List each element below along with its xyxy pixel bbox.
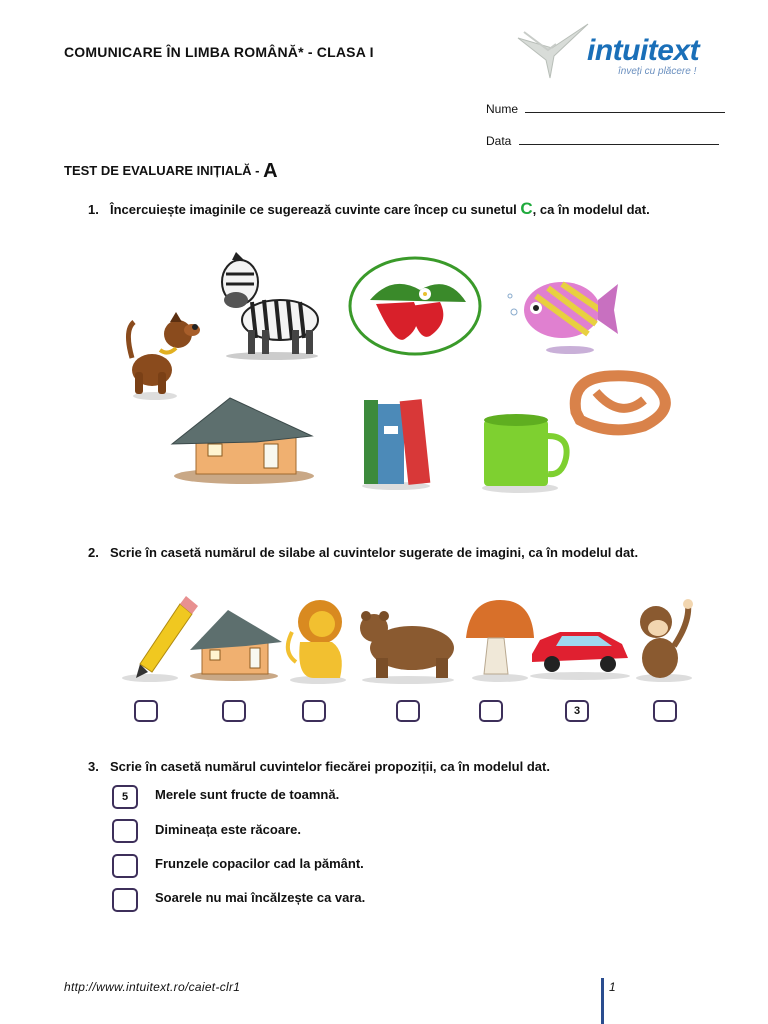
- question-2-images: [0, 592, 768, 688]
- test-variant-letter: A: [263, 160, 278, 182]
- word-count-box[interactable]: [112, 888, 138, 912]
- question-1-number: 1.: [88, 202, 99, 217]
- question-3-number: 3.: [88, 759, 99, 774]
- books-image[interactable]: [362, 399, 430, 490]
- sentence: Frunzele copacilor cad la pământ.: [155, 856, 364, 871]
- house-image[interactable]: [172, 398, 314, 484]
- syllable-box-bear[interactable]: [396, 700, 420, 722]
- syllable-box-pencil[interactable]: [134, 700, 158, 722]
- syllable-box-monkey[interactable]: [653, 700, 677, 722]
- test-title: [64, 160, 278, 183]
- lion-image[interactable]: [288, 600, 346, 684]
- question-1-text-before: Încercuiește imaginile ce sugerează cuvinte care încep cu sunetul: [110, 202, 521, 217]
- date-field-label: Data: [486, 134, 512, 148]
- question-1: [88, 199, 650, 219]
- footer-divider: [601, 978, 604, 1024]
- question-3: [88, 759, 550, 774]
- test-title-prefix: TEST DE EVALUARE INIȚIALĂ -: [64, 163, 264, 178]
- question-2-number: 2.: [88, 545, 99, 560]
- dog-image[interactable]: [128, 312, 200, 400]
- name-field[interactable]: [486, 101, 725, 116]
- logo-wordmark: intuitext: [587, 34, 700, 67]
- sentence: Soarele nu mai încălzește ca vara.: [155, 890, 366, 905]
- sentence: Merele sunt fructe de toamnă.: [155, 787, 340, 802]
- question-2-text: Scrie în casetă numărul de silabe al cuvintelor sugerate de imagini, ca în modelul dat.: [110, 545, 639, 560]
- monkey-image[interactable]: [636, 599, 693, 682]
- date-field-line[interactable]: [519, 133, 719, 145]
- date-field[interactable]: [486, 133, 719, 148]
- bear-image[interactable]: [360, 611, 454, 684]
- house-image[interactable]: [190, 610, 282, 681]
- car-image[interactable]: [530, 632, 630, 680]
- syllable-box-lion[interactable]: [302, 700, 326, 722]
- question-1-text-after: , ca în modelul dat.: [532, 202, 650, 217]
- page-header-title: COMUNICARE ÎN LIMBA ROMÂNĂ* - CLASA I: [64, 44, 374, 60]
- fish-image[interactable]: [508, 282, 618, 354]
- mushroom-image[interactable]: [466, 600, 534, 682]
- strawberries-image[interactable]: [350, 258, 480, 354]
- word-count-box[interactable]: [112, 819, 138, 843]
- pretzel-image[interactable]: [575, 376, 665, 430]
- footer-url[interactable]: http://www.intuitext.ro/caiet-clr1: [64, 980, 241, 994]
- page-number: 1: [609, 980, 616, 994]
- question-3-text: Scrie în casetă numărul cuvintelor fiecărei propoziții, ca în modelul dat.: [110, 759, 550, 774]
- name-field-line[interactable]: [525, 101, 725, 113]
- sentence: Dimineața este răcoare.: [155, 822, 301, 837]
- syllable-box-car[interactable]: 3: [565, 700, 589, 722]
- word-count-box[interactable]: [112, 854, 138, 878]
- word-count-box[interactable]: 5: [112, 785, 138, 809]
- intuitext-logo: [512, 20, 742, 86]
- syllable-box-mushroom[interactable]: [479, 700, 503, 722]
- name-field-label: Nume: [486, 102, 519, 116]
- pencil-image[interactable]: [122, 596, 198, 682]
- mug-image[interactable]: [482, 414, 567, 493]
- zebra-image[interactable]: [222, 252, 318, 360]
- question-2: [88, 545, 638, 560]
- logo-bird-icon: [512, 20, 592, 80]
- syllable-box-house[interactable]: [222, 700, 246, 722]
- question-1-highlight: C: [520, 199, 533, 218]
- question-1-images: [0, 230, 768, 510]
- logo-tagline: înveți cu plăcere !: [618, 66, 697, 77]
